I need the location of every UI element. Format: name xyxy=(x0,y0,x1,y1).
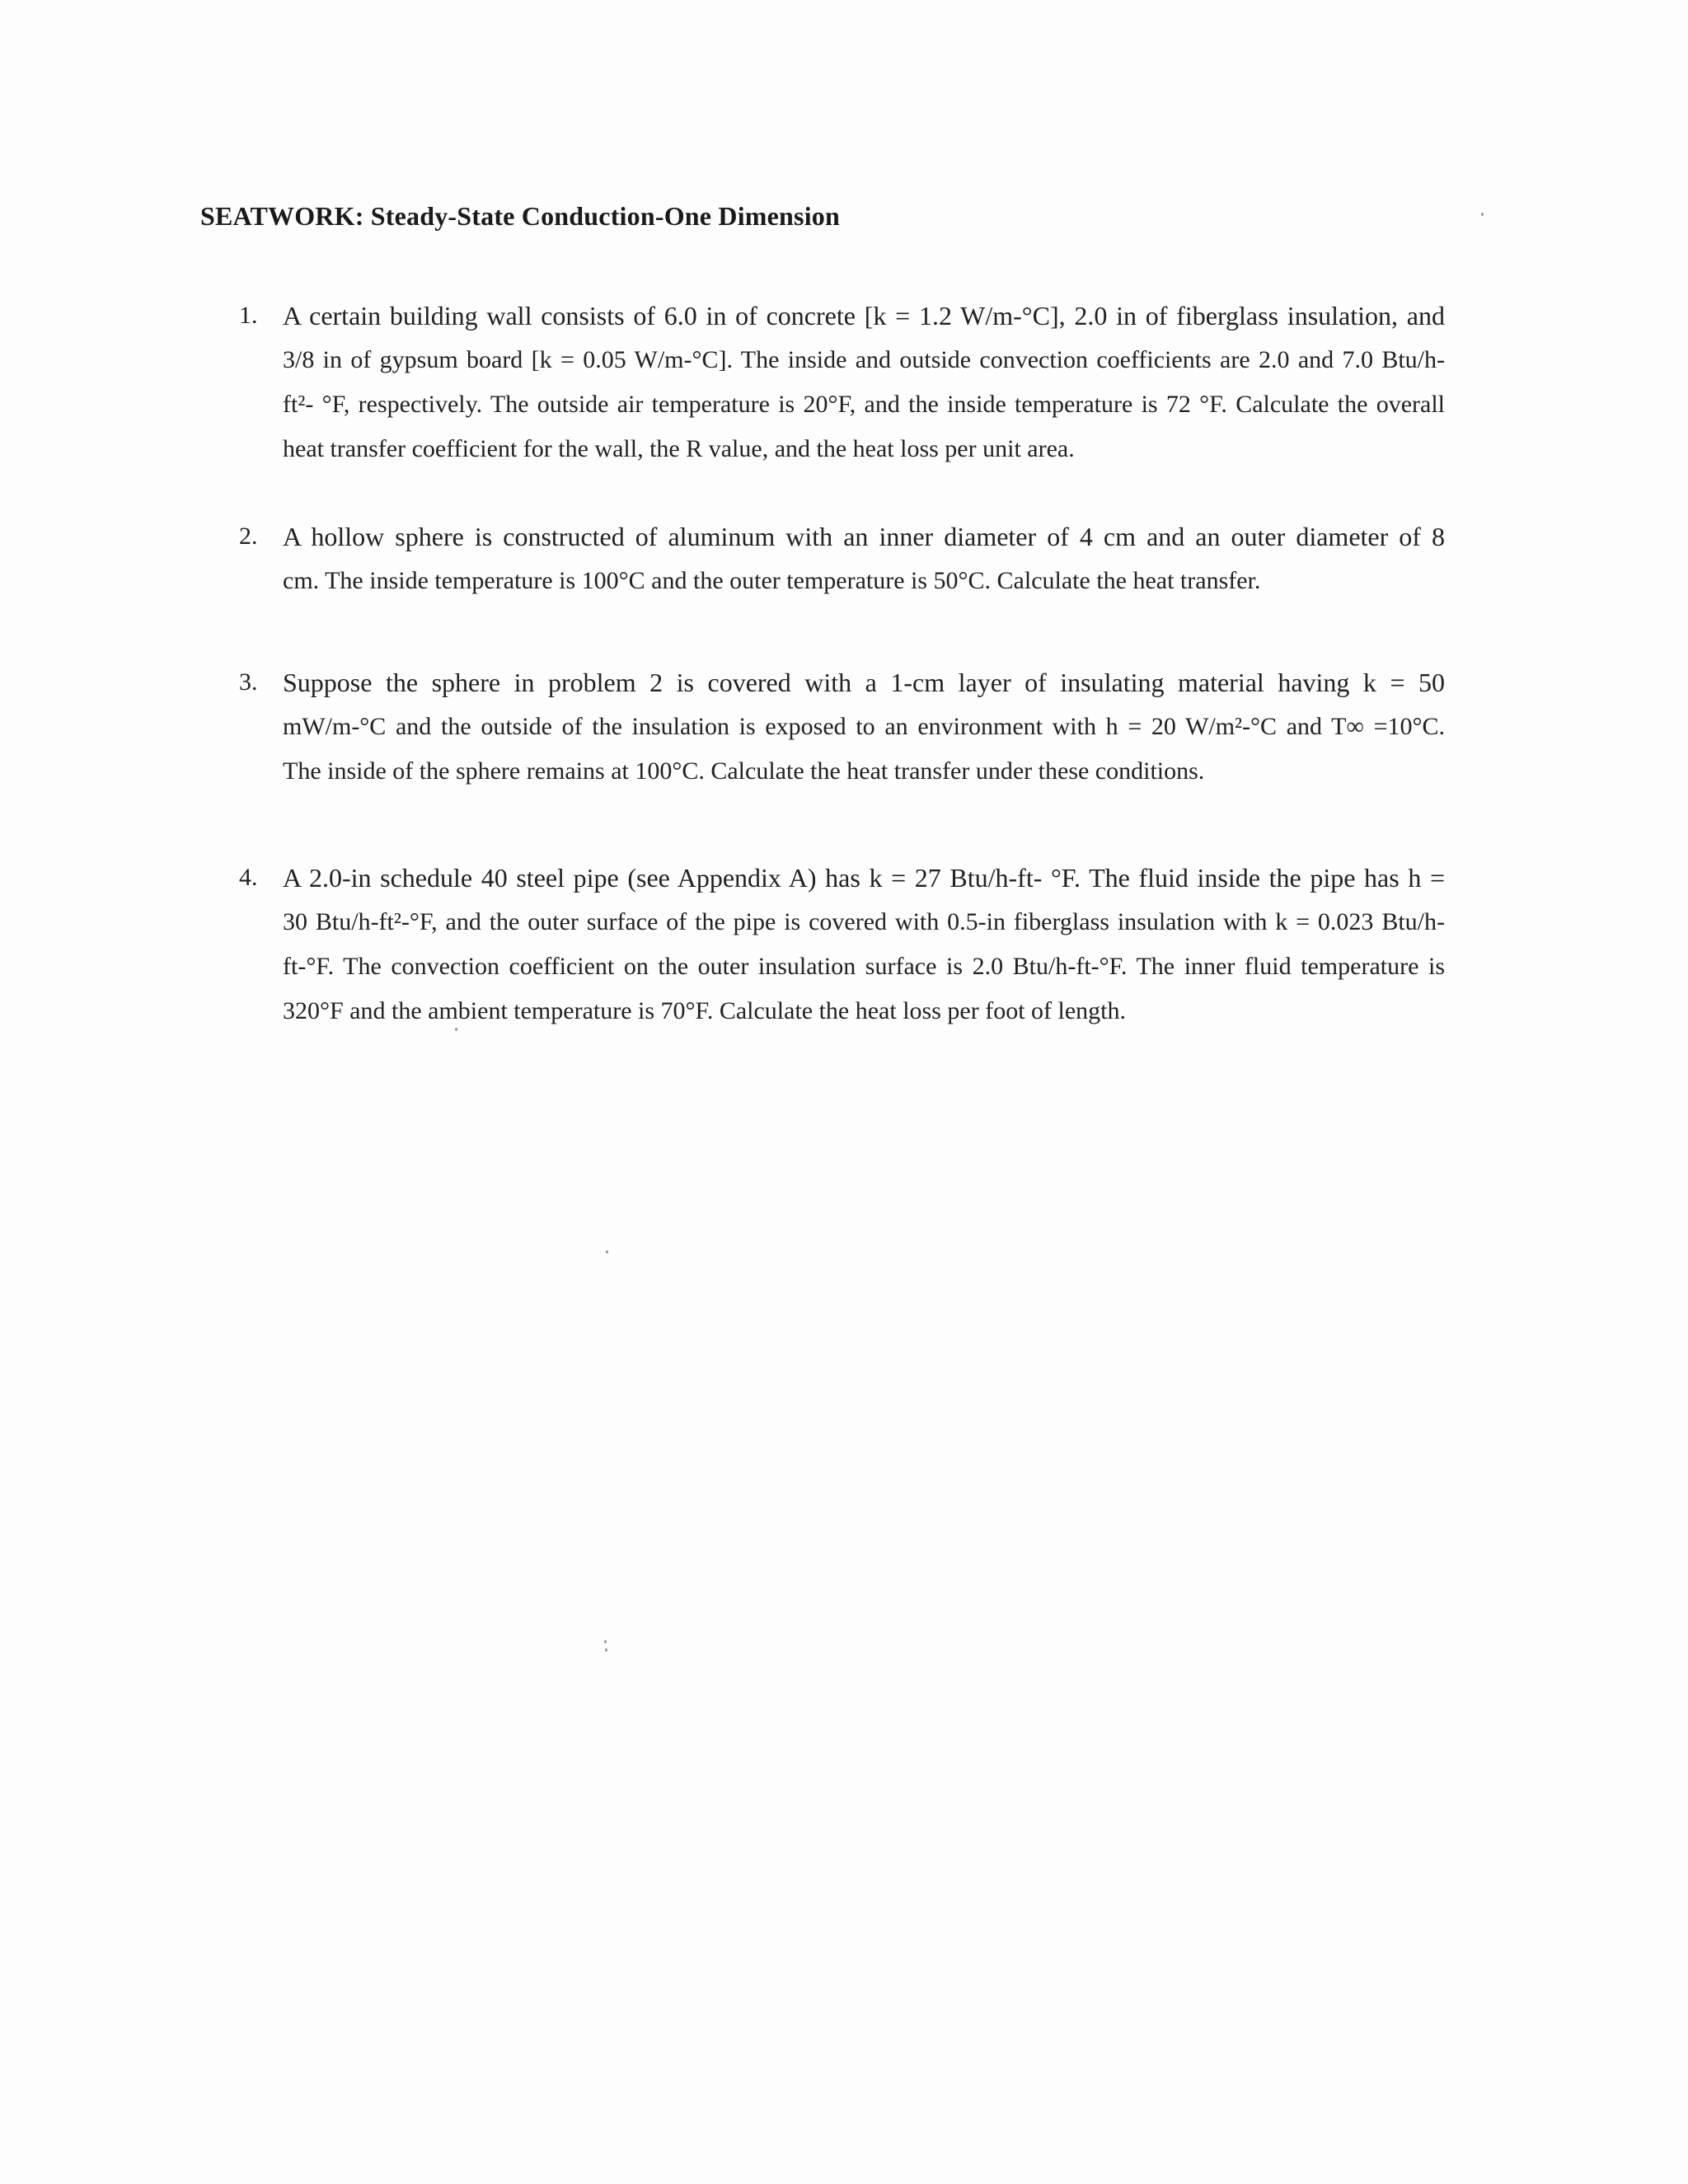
problem-line: mW/m-°C and the outside of the insulation is exposed to an environment with h = 20 W/m²-°C and T∞ =10°C. xyxy=(283,713,1445,740)
problem-line: 30 Btu/h-ft²-°F, and the outer surface of the pipe is covered with 0.5-in fiberglass insulation with k = 0.023 Btu/h- xyxy=(283,908,1445,935)
problem-line: cm. The inside temperature is 100°C and the outer temperature is 50°C. Calculate the heat transfer. xyxy=(283,567,1261,594)
problem-line: A 2.0-in schedule 40 steel pipe (see Appendix A) has k = 27 Btu/h-ft- °F. The fluid inside the pipe has h = xyxy=(283,863,1445,893)
page-title: SEATWORK: Steady-State Conduction-One Dimension xyxy=(200,201,840,231)
scan-speck xyxy=(455,1028,457,1031)
problem-text xyxy=(283,660,1445,794)
problem-text xyxy=(283,514,1445,603)
problem-line: Suppose the sphere in problem 2 is covered with a 1-cm layer of insulating material having k = 50 xyxy=(283,668,1445,697)
problem-number: 4. xyxy=(239,864,258,891)
problem-line: 320°F and the ambient temperature is 70°F. Calculate the heat loss per foot of length. xyxy=(283,997,1127,1024)
problem-text xyxy=(283,855,1445,1033)
scan-speck xyxy=(1481,213,1484,216)
scan-speck xyxy=(604,1640,607,1643)
problem-number: 1. xyxy=(239,302,258,329)
problem-text xyxy=(283,293,1445,471)
problem-line: A hollow sphere is constructed of aluminum with an inner diameter of 4 cm and an outer diameter of 8 xyxy=(283,522,1445,551)
scan-speck xyxy=(605,1648,607,1652)
problem-number: 3. xyxy=(239,668,258,696)
problem-number: 2. xyxy=(239,523,258,550)
scan-speck xyxy=(606,1250,608,1254)
problem-line: heat transfer coefficient for the wall, the R value, and the heat loss per unit area. xyxy=(283,435,1075,462)
problem-line: ft²- °F, respectively. The outside air temperature is 20°F, and the inside temperature is 72 °F. Calculate the overall xyxy=(283,391,1445,418)
problem-line: ft-°F. The convection coefficient on the outer insulation surface is 2.0 Btu/h-ft-°F. The inner fluid temperature is xyxy=(283,953,1445,980)
problem-3 xyxy=(239,660,1445,794)
problem-4 xyxy=(239,855,1445,1033)
problem-line: 3/8 in of gypsum board [k = 0.05 W/m-°C]. The inside and outside convection coefficients are 2.0 and 7.0 Btu/h- xyxy=(283,346,1445,373)
problem-2 xyxy=(239,514,1445,603)
problem-line: A certain building wall consists of 6.0 in of concrete [k = 1.2 W/m-°C], 2.0 in of fiberglass insulation, and xyxy=(283,301,1445,330)
problem-line: The inside of the sphere remains at 100°C. Calculate the heat transfer under these conditions. xyxy=(283,757,1205,785)
problem-1 xyxy=(239,293,1445,471)
